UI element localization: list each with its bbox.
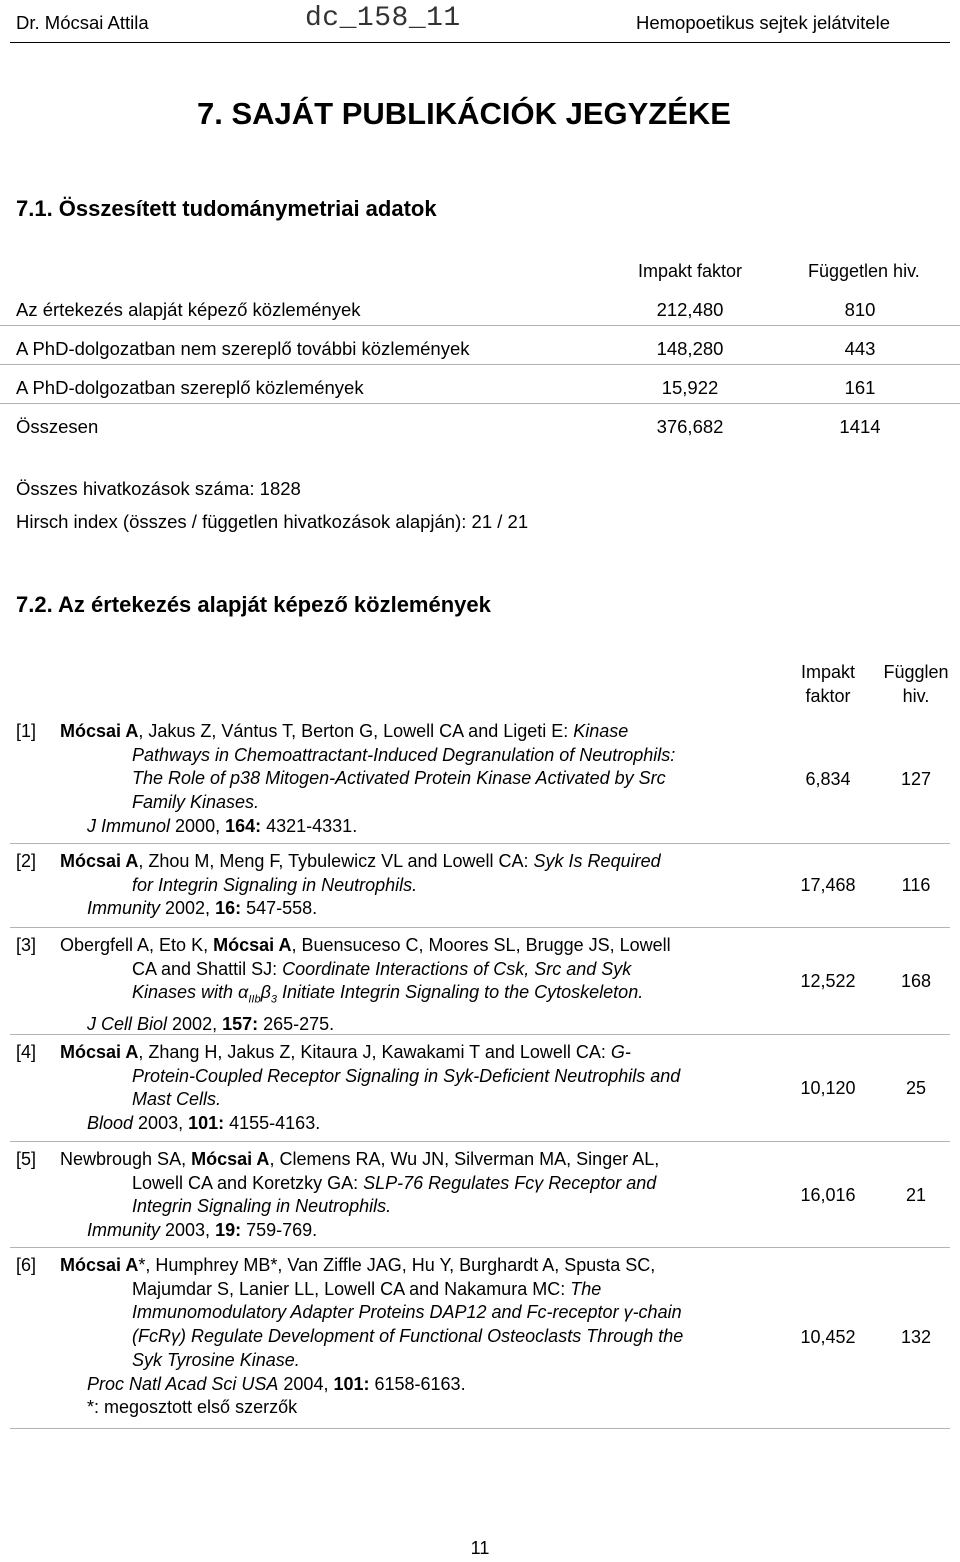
pub-volume: 101: xyxy=(333,1373,370,1394)
pub-title xyxy=(132,982,644,1006)
col-header-fuggetlen: Független hiv. xyxy=(808,261,920,281)
row-impakt: 212,480 xyxy=(656,299,724,320)
pub-pages: 265-275. xyxy=(258,1013,335,1034)
pub-pages: 547-558. xyxy=(241,898,318,919)
pub-title: Family Kinases. xyxy=(132,792,260,813)
pub-year: 2002, xyxy=(160,898,216,919)
pub-pages: 759-769. xyxy=(241,1220,318,1241)
pub-impakt: 10,120 xyxy=(800,1078,856,1098)
pub-volume: 101: xyxy=(188,1113,225,1134)
section-heading-publications: 7.2. Az értekezés alapját képező közlemények xyxy=(16,592,491,617)
pub-authors: *, Humphrey MB*, Van Ziffle JAG, Hu Y, Burghardt A, Spusta SC, xyxy=(138,1255,656,1275)
pub-journal: Immunity xyxy=(87,1220,161,1241)
page-header xyxy=(0,0,960,44)
pub-pages: 4321-4331. xyxy=(261,815,358,836)
pub-citation xyxy=(60,934,772,1036)
pub-authors: Newbrough SA, xyxy=(60,1149,192,1169)
pub-title: The Role of p38 Mitogen-Activated Protein Kinase Activated by Src xyxy=(132,768,666,789)
pub-own-author: Mócsai A xyxy=(60,1255,139,1275)
table-header-row xyxy=(0,252,960,287)
pub-authors: , Zhang H, Jakus Z, Kitaura J, Kawakami T and Lowell CA: xyxy=(138,1042,611,1062)
page-title: 7. SAJÁT PUBLIKÁCIÓK JEGYZÉKE xyxy=(197,96,731,131)
pub-pages: 4155-4163. xyxy=(224,1113,321,1134)
pub-authors: Majumdar S, Lanier LL, Lowell CA and Nakamura MC: xyxy=(132,1278,571,1299)
pub-divider xyxy=(10,843,950,844)
pub-year: 2002, xyxy=(167,1013,223,1034)
pub-title: Immunomodulatory Adapter Proteins DAP12 and Fc-receptor γ-chain xyxy=(132,1302,682,1323)
page-number: 11 xyxy=(470,1538,490,1558)
pub-title: Syk Is Required xyxy=(533,851,661,871)
pub-divider xyxy=(10,1428,950,1429)
pub-authors: , Clemens RA, Wu JN, Silverman MA, Singer AL, xyxy=(269,1149,660,1169)
pub-own-author: Mócsai A xyxy=(213,935,292,955)
pub-title: G- xyxy=(610,1042,631,1062)
pub-title: Kinase xyxy=(573,721,629,741)
header-doc-id: dc_158_11 xyxy=(305,3,461,34)
pub-divider xyxy=(10,1141,950,1142)
pub-authors: CA and Shattil SJ: xyxy=(132,958,283,979)
pub-fuggetlen: 132 xyxy=(900,1327,932,1347)
pub-fuggetlen: 25 xyxy=(905,1078,927,1098)
pub-fuggetlen: 116 xyxy=(901,875,931,895)
pub-col-header-impakt-line2: faktor xyxy=(805,686,851,706)
pub-journal: J Immunol xyxy=(87,815,171,836)
row-impakt: 376,682 xyxy=(656,416,724,437)
pub-authors: , Jakus Z, Vántus T, Berton G, Lowell CA and Ligeti E: xyxy=(138,721,574,741)
header-topic: Hemopoetikus sejtek jelátvitele xyxy=(636,12,890,33)
table-row-total xyxy=(0,404,960,443)
row-label: A PhD-dolgozatban nem szereplő további közlemények xyxy=(16,338,470,359)
pub-own-author: Mócsai A xyxy=(60,721,139,741)
pub-col-header-fuggetlen-line1: Függlen xyxy=(883,662,949,682)
pub-citation xyxy=(60,1041,772,1136)
table-row xyxy=(0,326,960,365)
pub-journal: Immunity xyxy=(87,898,161,919)
pub-volume: 157: xyxy=(222,1013,259,1034)
pub-own-author: Mócsai A xyxy=(191,1149,270,1169)
pub-col-header-fuggetlen xyxy=(874,660,958,708)
pub-fuggetlen: 127 xyxy=(900,769,932,789)
pub-title-part: Initiate Integrin Signaling to the Cytoskeleton. xyxy=(276,982,644,1003)
row-fuggetlen: 443 xyxy=(844,338,876,359)
header-rule xyxy=(10,42,950,43)
pub-number: [5] xyxy=(16,1149,37,1169)
pub-pages: 6158-6163. xyxy=(369,1373,466,1394)
pub-impakt: 6,834 xyxy=(805,769,851,789)
pub-citation xyxy=(60,1254,772,1420)
pub-title: (FcRγ) Regulate Development of Functional Osteoclasts Through the xyxy=(132,1326,684,1347)
pub-title: for Integrin Signaling in Neutrophils. xyxy=(132,874,418,895)
pub-title: Pathways in Chemoattractant-Induced Degranulation of Neutrophils: xyxy=(132,744,676,765)
pub-authors: , Buensuceso C, Moores SL, Brugge JS, Lowell xyxy=(291,935,671,955)
row-fuggetlen: 161 xyxy=(844,377,876,398)
pub-own-author: Mócsai A xyxy=(60,851,139,871)
pub-title: Integrin Signaling in Neutrophils. xyxy=(132,1196,392,1217)
pub-divider xyxy=(10,927,950,928)
row-label: A PhD-dolgozatban szereplő közlemények xyxy=(16,377,364,398)
pub-title: Coordinate Interactions of Csk, Src and Syk xyxy=(282,958,632,979)
pub-col-header-fuggetlen-line2: hiv. xyxy=(902,686,930,706)
pub-fuggetlen: 21 xyxy=(905,1185,927,1205)
pub-impakt: 17,468 xyxy=(800,875,856,895)
pub-title-subscript: 3 xyxy=(270,994,277,1006)
pub-divider xyxy=(10,1247,950,1248)
header-author: Dr. Mócsai Attila xyxy=(16,12,149,33)
pub-title-part: Kinases with α xyxy=(132,982,249,1003)
pub-note: *: megosztott első szerzők xyxy=(87,1397,298,1418)
row-label: Az értekezés alapját képező közlemények xyxy=(16,299,361,320)
pub-number: [3] xyxy=(16,935,37,955)
pub-journal: Blood xyxy=(87,1113,134,1134)
pub-year: 2000, xyxy=(170,815,226,836)
pub-title-subscript: IIb xyxy=(248,994,261,1006)
pub-citation xyxy=(60,720,772,839)
pub-col-header-impakt-line1: Impakt xyxy=(800,662,856,682)
pub-year: 2004, xyxy=(278,1373,334,1394)
pub-impakt: 12,522 xyxy=(800,971,856,991)
pub-citation xyxy=(60,1148,772,1243)
pub-journal: Proc Natl Acad Sci USA xyxy=(87,1373,279,1394)
pub-citation xyxy=(60,850,772,921)
pub-title-part: β xyxy=(260,982,271,1003)
pub-authors: Obergfell A, Eto K, xyxy=(60,935,214,955)
pub-title: Mast Cells. xyxy=(132,1089,222,1110)
pub-divider xyxy=(10,1034,950,1035)
table-row xyxy=(0,365,960,404)
row-fuggetlen: 1414 xyxy=(839,416,881,437)
pub-impakt: 16,016 xyxy=(800,1185,856,1205)
pub-own-author: Mócsai A xyxy=(60,1042,139,1062)
scientometrics-table xyxy=(0,252,960,443)
pub-number: [4] xyxy=(16,1042,37,1062)
pub-journal: J Cell Biol xyxy=(87,1013,168,1034)
pub-title: Syk Tyrosine Kinase. xyxy=(132,1349,300,1370)
pub-title: SLP-76 Regulates Fcγ Receptor and xyxy=(363,1172,657,1193)
hirsch-index: Hirsch index (összes / független hivatkozások alapján): 21 / 21 xyxy=(16,511,529,532)
pub-authors: Lowell CA and Koretzky GA: xyxy=(132,1172,364,1193)
pub-volume: 164: xyxy=(225,815,262,836)
pub-number: [1] xyxy=(16,721,37,741)
pub-title: The xyxy=(570,1278,602,1299)
pub-number: [2] xyxy=(16,851,37,871)
pub-fuggetlen: 168 xyxy=(900,971,932,991)
pub-impakt: 10,452 xyxy=(800,1327,856,1347)
pub-year: 2003, xyxy=(133,1113,189,1134)
row-fuggetlen: 810 xyxy=(844,299,876,320)
pub-authors: , Zhou M, Meng F, Tybulewicz VL and Lowell CA: xyxy=(138,851,534,871)
pub-volume: 19: xyxy=(215,1220,242,1241)
col-header-impakt: Impakt faktor xyxy=(637,261,743,281)
pub-year: 2003, xyxy=(160,1220,216,1241)
pub-col-header-impakt xyxy=(782,660,874,708)
row-label: Összesen xyxy=(16,416,99,437)
pub-title: Protein-Coupled Receptor Signaling in Syk-Deficient Neutrophils and xyxy=(132,1065,681,1086)
total-citations: Összes hivatkozások száma: 1828 xyxy=(16,478,301,499)
row-impakt: 148,280 xyxy=(656,338,724,359)
pub-volume: 16: xyxy=(215,898,242,919)
pub-number: [6] xyxy=(16,1255,37,1275)
section-heading-scientometrics: 7.1. Összesített tudománymetriai adatok xyxy=(16,196,437,221)
row-impakt: 15,922 xyxy=(661,377,719,398)
table-row xyxy=(0,287,960,326)
